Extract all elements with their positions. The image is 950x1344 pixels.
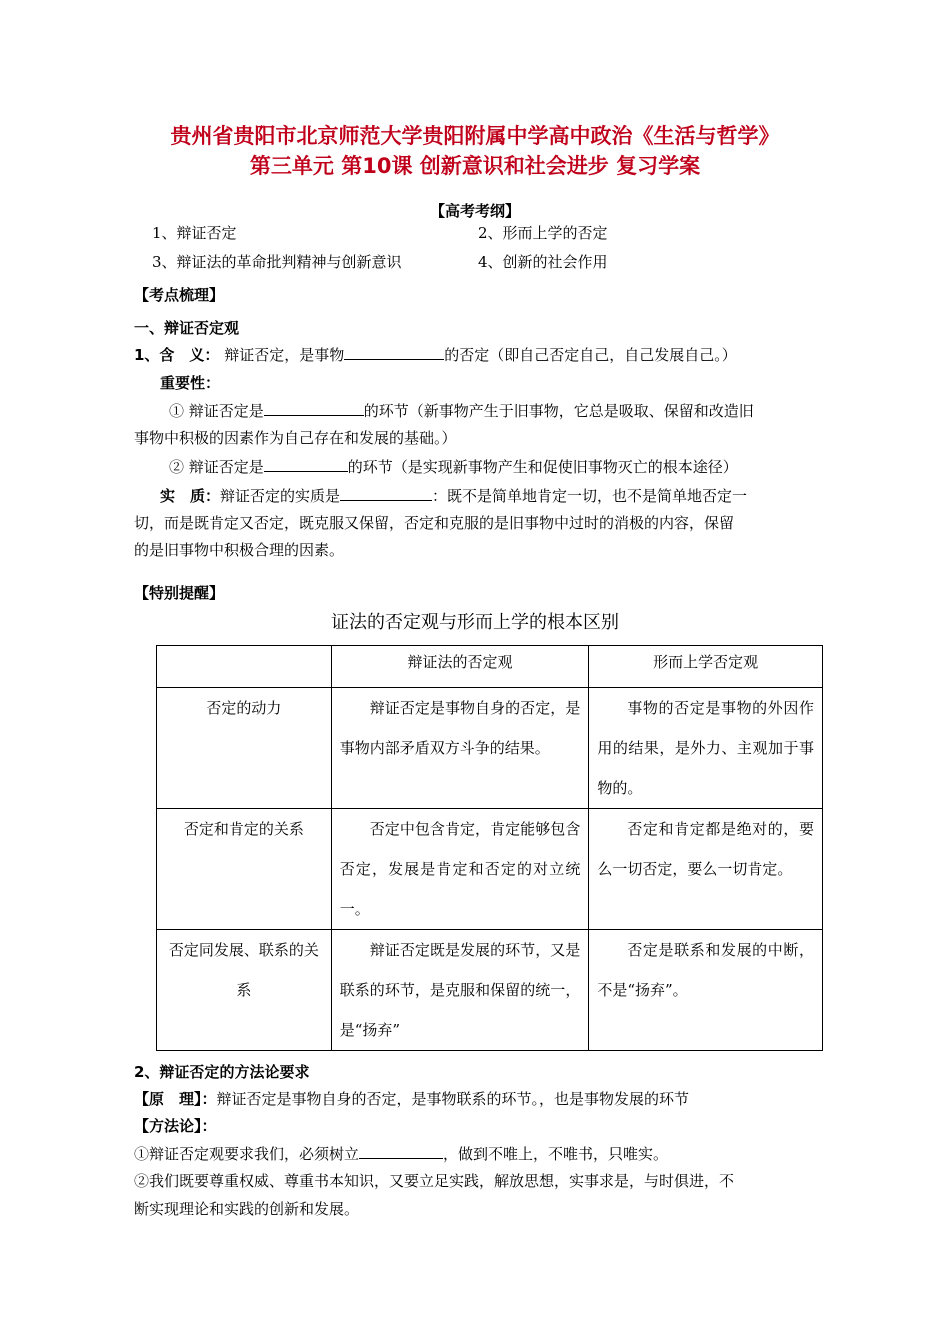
- dialectic-cell: 辩证否定是事物自身的否定，是事物内部矛盾双方斗争的结果。: [331, 688, 589, 809]
- essence-text-a: 辩证否定的实质是: [220, 487, 341, 505]
- dialectic-cell: 辩证否定既是发展的环节，又是联系的环节，是克服和保留的统一，是“扬弃”: [331, 930, 589, 1051]
- meaning-label: 1、含 义：: [134, 346, 220, 364]
- header-cell-empty: [157, 646, 332, 688]
- section-2-heading: 2、辩证否定的方法论要求: [134, 1063, 310, 1081]
- importance-2-text-a: ② 辩证否定是: [169, 458, 264, 476]
- methodology-2-line: ②我们既要尊重权威、尊重书本知识，又要立足实践，解放思想，实事求是，与时俱进，不: [134, 1172, 735, 1190]
- principle-text: 辩证否定是事物自身的否定，是事物联系的环节。，也是事物发展的环节: [216, 1090, 690, 1108]
- meaning-blank[interactable]: [344, 343, 444, 360]
- methodology-2-cont: 断实现理论和实践的创新和发展。: [134, 1200, 360, 1218]
- methodology-1-line: [134, 1142, 668, 1165]
- methodology-1-text-b: ，做到不唯上，不唯书，只唯实。: [443, 1145, 669, 1163]
- outline-item-3: 3、辩证法的革命批判精神与创新意识: [152, 253, 402, 271]
- meaning-text-a: 辩证否定，是事物: [224, 346, 345, 364]
- methodology-1-blank[interactable]: [359, 1142, 443, 1159]
- outline-item-4: 4、创新的社会作用: [478, 253, 608, 271]
- importance-2-line: [169, 455, 738, 478]
- document-title-line2: 第三单元 第10课 创新意识和社会进步 复习学案: [249, 154, 701, 178]
- table-row: [157, 930, 823, 1051]
- importance-1-text-b: 的环节（新事物产生于旧事物，它总是吸取、保留和改造旧: [363, 402, 754, 420]
- outline-item-2: 2、形而上学的否定: [478, 224, 608, 242]
- row-label: 否定和肯定的关系: [157, 809, 332, 930]
- reminder-heading: 【特别提醒】: [134, 584, 225, 602]
- meaning-line: [134, 343, 737, 366]
- metaphysic-cell: 否定和肯定都是绝对的，要么一切否定，要么一切肯定。: [589, 809, 823, 930]
- table-caption: 证法的否定观与形而上学的根本区别: [331, 612, 619, 633]
- methodology-label: 【方法论】：: [134, 1117, 217, 1135]
- principle-line: [134, 1088, 689, 1110]
- methodology-1-text-a: ①辩证否定观要求我们，必须树立: [134, 1145, 360, 1163]
- dialectic-cell: 否定中包含肯定，肯定能够包含否定，发展是肯定和否定的对立统一。: [331, 809, 589, 930]
- section-1-heading: 一、辩证否定观: [134, 319, 240, 337]
- metaphysic-cell: 否定是联系和发展的中断，不是“扬弃”。: [589, 930, 823, 1051]
- essence-blank[interactable]: [340, 484, 432, 501]
- importance-1-text-a: ① 辩证否定是: [169, 402, 264, 420]
- metaphysic-cell: 事物的否定是事物的外因作用的结果，是外力、主观加于事物的。: [589, 688, 823, 809]
- importance-1-line: [169, 399, 754, 422]
- meaning-text-b: 的否定（即自己否定自己，自己发展自己。）: [444, 346, 737, 364]
- outline-item-1: 1、辩证否定: [152, 224, 237, 242]
- row-label: 否定的动力: [157, 688, 332, 809]
- importance-1-cont: 事物中积极的因素作为自己存在和发展的基础。）: [134, 429, 457, 447]
- essence-text-b: ：既不是简单地肯定一切，也不是简单地否定一: [432, 487, 748, 505]
- importance-1-blank[interactable]: [264, 399, 364, 416]
- essence-cont-2: 的是旧事物中积极合理的因素。: [134, 541, 345, 559]
- essence-cont-1: 切，而是既肯定又否定，既克服又保留，否定和克服的是旧事物中过时的消极的内容，保留: [134, 514, 735, 532]
- essence-label: 实 质：: [160, 487, 221, 505]
- row-label: 否定同发展、联系的关系: [157, 930, 332, 1051]
- essence-line: [160, 484, 747, 507]
- outline-heading: 【高考考纲】: [429, 202, 520, 220]
- principle-label: 【原 理】：: [134, 1090, 217, 1108]
- table-row: [157, 688, 823, 809]
- review-heading: 【考点梳理】: [134, 286, 225, 304]
- importance-2-blank[interactable]: [264, 455, 348, 472]
- importance-2-text-b: 的环节（是实现新事物产生和促使旧事物灭亡的根本途径）: [347, 458, 738, 476]
- document-title-line1: 贵州省贵阳市北京师范大学贵阳附属中学高中政治《生活与哲学》: [170, 124, 780, 148]
- header-cell-dialectic: 辩证法的否定观: [331, 646, 589, 688]
- header-cell-metaphysic: 形而上学否定观: [589, 646, 823, 688]
- comparison-table: [156, 645, 823, 1051]
- table-header-row: [157, 646, 823, 688]
- importance-label: 重要性：: [160, 374, 221, 392]
- table-row: [157, 809, 823, 930]
